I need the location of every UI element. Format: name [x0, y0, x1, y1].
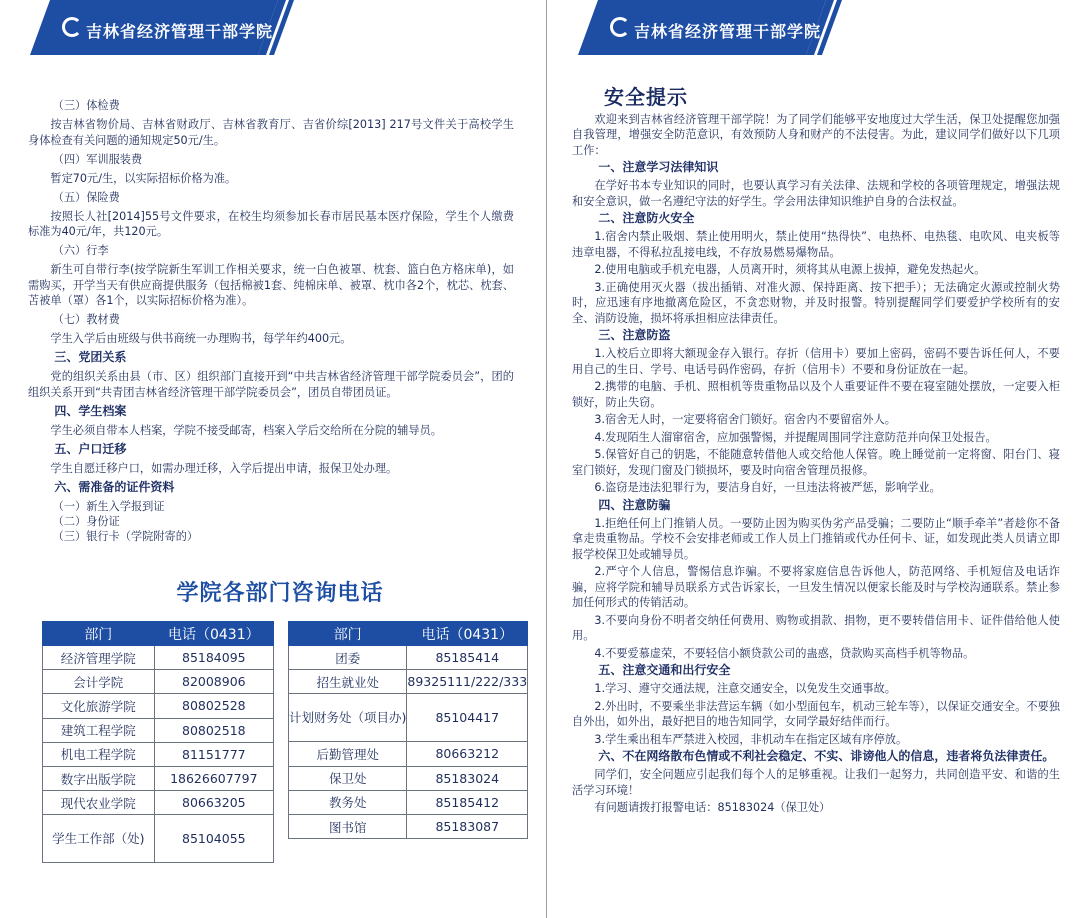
table-row	[43, 718, 274, 742]
dept-phone: 85104055	[154, 815, 273, 863]
subheading: （六）行李	[52, 244, 109, 257]
school-banner	[548, 0, 1077, 55]
subheading: （五）保险费	[52, 190, 120, 204]
table-header-dept: 部门	[289, 622, 407, 646]
table-row	[289, 790, 528, 814]
section-heading: 五、注意交通和出行安全	[598, 663, 731, 677]
paragraph: 5.保管好自己的钥匙，不能随意转借他人或交给他人保管。晚上睡觉前一定将窗、阳台门、寝室门锁好，发现门窗及门锁损坏，要及时向宿舍管理员报修。	[572, 448, 1060, 477]
paragraph: 1.学习、遵守交通法规，注意交通安全，以免发生交通事故。	[594, 682, 896, 695]
paragraph: 学生入学后由班级与供书商统一办理购书，每学年约400元。	[50, 332, 352, 345]
school-logo-icon	[62, 17, 82, 37]
dept-phone: 18626607797	[154, 766, 273, 790]
dept-name: 文化旅游学院	[43, 694, 155, 718]
paragraph: 2.外出时，不要乘坐非法营运车辆（如小型面包车，机动三轮车等），以保证交通安全。不要独自外出，如外出，最好把目的地告知同学，女同学最好结伴而行。	[572, 699, 1060, 728]
section-heading: 四、学生档案	[54, 403, 127, 418]
dept-name: 计划财务处（项目办)	[289, 694, 407, 742]
safety-title: 安全提示	[604, 85, 688, 109]
paragraph: 4.不要爱慕虚荣，不要轻信小额贷款公司的蛊惑，贷款购买高档手机等物品。	[594, 646, 975, 660]
paragraph: 学生自愿迁移户口，如需办理迁移，入学后提出申请，报保卫处办理。	[50, 461, 398, 475]
dept-phone: 80663212	[407, 742, 528, 766]
dept-name: 机电工程学院	[43, 742, 155, 766]
school-logo-icon	[610, 17, 630, 37]
paragraph: 在学好书本专业知识的同时，也要认真学习有关法律、法规和学校的各项管理规定，增强法规和安全意识，做一名遵纪守法的好学生。学会用法律知识维护自身的合法权益。	[572, 179, 1060, 208]
dept-name: 数字出版学院	[43, 766, 155, 790]
dept-phone: 85185414	[407, 646, 528, 670]
subheading: （三）体检费	[52, 99, 120, 112]
school-banner	[0, 0, 540, 55]
paragraph: 3.宿舍无人时，一定要将宿舍门锁好。宿舍内不要留宿外人。	[594, 413, 896, 426]
table-row	[289, 814, 528, 838]
paragraph: 6.盗窃是违法犯罪行为，要洁身自好，一旦违法将被严惩，影响学业。	[594, 481, 941, 494]
list-item: （三）银行卡（学院附寄的）	[52, 529, 199, 543]
paragraph: 按吉林省物价局、吉林省财政厅、吉林省教育厅、吉省价综[2013] 217号文件关于高校学生身体检查有关问题的通知规定50元/生。	[28, 118, 514, 147]
table-row	[43, 646, 274, 670]
table-header-dept: 部门	[43, 622, 155, 646]
right-page	[548, 0, 1077, 918]
right-content	[572, 85, 1060, 818]
paragraph: 2.严守个人信息，警惕信息诈骗。不要将家庭信息告诉他人，防范网络、手机短信及电话诈骗，应将学院和辅导员联系方式告诉家长，一旦发生情况以便家长能及时与学校沟通联系。禁止参加任何形式的传销活动。	[572, 565, 1060, 609]
dept-phone: 85184095	[154, 646, 273, 670]
dept-phone: 85104417	[407, 694, 528, 742]
dept-phone: 80663205	[154, 791, 273, 815]
paragraph: 1.拒绝任何上门推销人员。一要防止因为购买伪劣产品受骗；二要防止“顺手牵羊”者趁你不备拿走贵重物品。学校不会安排老师或工作人员上门推销或代办任何卡、证，如发现此类人员请立即报学校保卫处或辅导员。	[572, 516, 1060, 561]
school-name: 吉林省经济管理干部学院	[634, 22, 822, 41]
section-heading: 二、注意防火安全	[598, 211, 695, 225]
dept-phone: 85183024	[407, 766, 528, 790]
paragraph: 学生必须自带本人档案，学院不接受邮寄，档案入学后交给所在分院的辅导员。	[50, 423, 442, 437]
dept-name: 经济管理学院	[43, 646, 155, 670]
dept-phone: 80802528	[154, 694, 273, 718]
dept-phone: 81151777	[154, 742, 273, 766]
paragraph: 2.使用电脑或手机充电器，人员离开时，须将其从电源上拔掉，避免发热起火。	[594, 263, 986, 276]
paragraph: 3.不要向身份不明者交纳任何费用、购物或捐款、捐物，更不要转借信用卡、证件借给他人使用。	[572, 613, 1060, 642]
page-divider	[546, 0, 547, 918]
dept-name: 教务处	[289, 790, 407, 814]
subheading: （四）军训服装费	[52, 152, 143, 166]
paragraph: 欢迎来到吉林省经济管理干部学院！为了同学们能够平安地度过大学生活，保卫处提醒您加强自我管理，增强安全防范意识，有效预防人身和财产的不法侵害。为此，建议同学们做好以下几项工作：	[572, 112, 1060, 157]
table-row	[43, 791, 274, 815]
dept-phone: 85183087	[407, 814, 528, 838]
table-row	[289, 766, 528, 790]
paragraph: 1.宿舍内禁止吸烟、禁止使用明火，禁止使用“热得快”、电热杯、电热毯、电吹风、电夹板等违章电器，不得私拉乱接电线，不存放易燃易爆物品。	[572, 230, 1060, 259]
section-heading: 五、户口迁移	[54, 441, 127, 456]
phone-table-colleges	[42, 621, 274, 863]
paragraph: 3.学生乘出租车严禁进入校园，非机动车在指定区域有序停放。	[594, 732, 908, 746]
section-heading: 六、需准备的证件资料	[54, 479, 175, 494]
dept-name: 招生就业处	[289, 670, 407, 694]
paragraph: 按照长人社[2014]55号文件要求，在校生均须参加长春市居民基本医疗保险，学生个人缴费标准为40元/年，共120元。	[28, 209, 514, 238]
paragraph: 党的组织关系由县（市、区）组织部门直接开到“中共吉林省经济管理干部学院委员会”，团的组织关系开到“共青团吉林省经济管理干部学院委员会”，团员自带团员证。	[28, 370, 514, 399]
paragraph: 1.入校后立即将大额现金存入银行。存折（信用卡）要加上密码，密码不要告诉任何人，不要用自己的生日、学号、电话号码作密码，存折（信用卡）不要和身份证放在一起。	[572, 347, 1060, 376]
table-row	[289, 646, 528, 670]
table-row	[43, 766, 274, 790]
table-header-phone: 电话（0431）	[407, 622, 528, 646]
table-row	[289, 742, 528, 766]
left-content	[28, 98, 514, 544]
dept-phone: 82008906	[154, 670, 273, 694]
section-heading: 四、注意防骗	[598, 497, 671, 512]
dept-phone: 85185412	[407, 790, 528, 814]
paragraph: 暂定70元/生，以实际招标价格为准。	[50, 171, 237, 185]
list-item: （一）新生入学报到证	[52, 499, 165, 513]
table-row	[289, 694, 528, 742]
dept-name: 图书馆	[289, 814, 407, 838]
table-row	[43, 815, 274, 863]
dept-name: 保卫处	[289, 766, 407, 790]
paragraph: 2.携带的电脑、手机、照相机等贵重物品以及个人重要证件不要在寝室随处摆放，一定要入柜锁好，防止失窃。	[572, 380, 1060, 409]
table-header-phone: 电话（0431）	[154, 622, 273, 646]
paragraph: 新生可自带行李(按学院新生军训工作相关要求，统一白色被罩、枕套、篮白色方格床单)，如需购买，开学当天有供应商提供服务（包括棉被1套、纯棉床单、被罩、枕巾各2个，枕芯、枕套、苫被单（罩）各1个，以实际招标价格为准）。	[28, 263, 514, 307]
dept-phone: 80802518	[154, 718, 273, 742]
dept-name: 后勤管理处	[289, 742, 407, 766]
list-item: （二）身份证	[52, 514, 120, 528]
table-row	[289, 670, 528, 694]
paragraph: 同学们，安全问题应引起我们每个人的足够重视。让我们一起努力，共同创造平安、和谐的生活学习环境！	[572, 768, 1060, 797]
dept-name: 学生工作部（处)	[43, 815, 155, 863]
subheading: （七）教材费	[52, 313, 120, 326]
paragraph: 3.正确使用灭火器（拔出插销、对准火源、保持距离、按下把手）；无法确定火源或控制火势时，应迅速有序地撤离危险区，不贪恋财物，并及时报警。特别提醒同学们要爱护学校所有的安全、消防设施，损坏将承担相应法律责任。	[572, 280, 1060, 325]
section-heading: 六、不在网络散布色情或不利社会稳定、不实、诽谤他人的信息，违者将负法律责任。	[598, 749, 1055, 763]
table-row	[43, 742, 274, 766]
table-row	[43, 694, 274, 718]
paragraph: 有问题请拨打报警电话：85183024（保卫处）	[594, 801, 831, 814]
dept-name: 会计学院	[43, 670, 155, 694]
dept-phone: 89325111/222/333	[407, 670, 528, 694]
section-heading: 一、注意学习法律知识	[598, 160, 719, 174]
table-row	[43, 670, 274, 694]
section-heading: 三、党团关系	[54, 350, 127, 364]
dept-name: 建筑工程学院	[43, 718, 155, 742]
dept-name: 团委	[289, 646, 407, 670]
paragraph: 4.发现陌生人溜窜宿舍，应加强警惕，并提醒周围同学注意防范并向保卫处报告。	[594, 430, 997, 444]
dept-name: 现代农业学院	[43, 791, 155, 815]
section-heading: 三、注意防盗	[598, 328, 671, 342]
school-name: 吉林省经济管理干部学院	[86, 22, 274, 41]
phone-table-offices	[288, 621, 528, 839]
phone-directory-title: 学院各部门咨询电话	[176, 581, 384, 606]
